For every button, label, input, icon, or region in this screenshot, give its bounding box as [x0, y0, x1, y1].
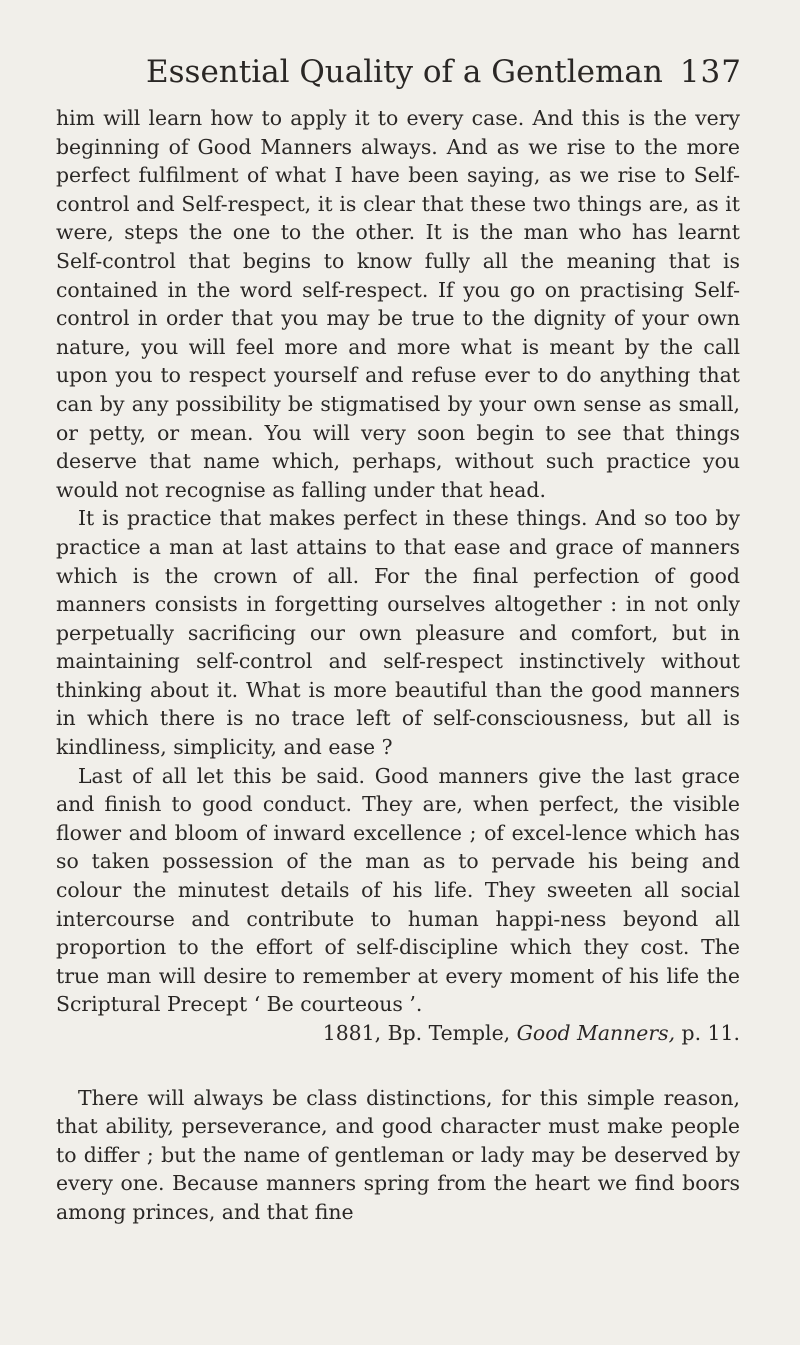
page-number: 137 — [679, 54, 742, 90]
paragraph-last-of-all: Last of all let this be said. Good manners give the last grace and finish to good conduct. They are, when perfect, the visible flower and bloom of inward excellence ; of excel-lence which has so taken possession of the man as to pervade his being and colour the minutest details of his life. They sweeten all social intercourse and contribute to human happi-ness beyond all proportion to the effort of self-discipline which they cost. The true man will desire to remember at every moment of his life the Scriptural Precept ‘ Be courteous ’. — [56, 763, 740, 1017]
running-header — [146, 46, 742, 98]
section-gap — [56, 1048, 740, 1084]
body-text — [56, 104, 740, 1227]
citation-work-title: Good Manners, — [516, 1021, 676, 1045]
citation-source: 1881, Bp. Temple, — [322, 1021, 517, 1045]
citation — [56, 1019, 740, 1048]
paragraph-practice: It is practice that makes perfect in these things. And so too by practice a man at last attains to that ease and grace of manners which is the crown of all. For the final perfection of good manners consists in forgetting ourselves altogether : in not only perpetually sacrificing our own pleasure and comfort, but in maintaining self-control and self-respect instinctively without thinking about it. What is more beautiful than the good manners in which there is no trace left of self-consciousness, but all is kindliness, simplicity, and ease ? — [56, 506, 740, 760]
paragraph-continued: him will learn how to apply it to every case. And this is the very beginning of Good Manners always. And as we rise to the more perfect fulfilment of what I have been saying, as we rise to Self-control and Self-respect, it is clear that these two things are, as it were, steps the one to the other. It is the man who has learnt Self-control that begins to know fully all the meaning that is contained in the word self-respect. If you go on practising Self-control in order that you may be true to the dignity of your own nature, you will feel more and more what is meant by the call upon you to respect yourself and refuse ever to do anything that can by any possibility be stigmatised by your own sense as small, or petty, or mean. You will very soon begin to see that things deserve that name which, perhaps, without such practice you would not recognise as falling under that head. — [56, 106, 740, 502]
citation-page: p. 11. — [675, 1021, 740, 1045]
running-title: Essential Quality of a Gentleman — [146, 54, 663, 90]
paragraph-class-distinctions: There will always be class distinctions, for this simple reason, that ability, perseverance, and good character must make people to differ ; but the name of gentleman or lady may be deserved by every one. Because manners spring from the heart we find boors among princes, and that fine — [56, 1085, 740, 1224]
